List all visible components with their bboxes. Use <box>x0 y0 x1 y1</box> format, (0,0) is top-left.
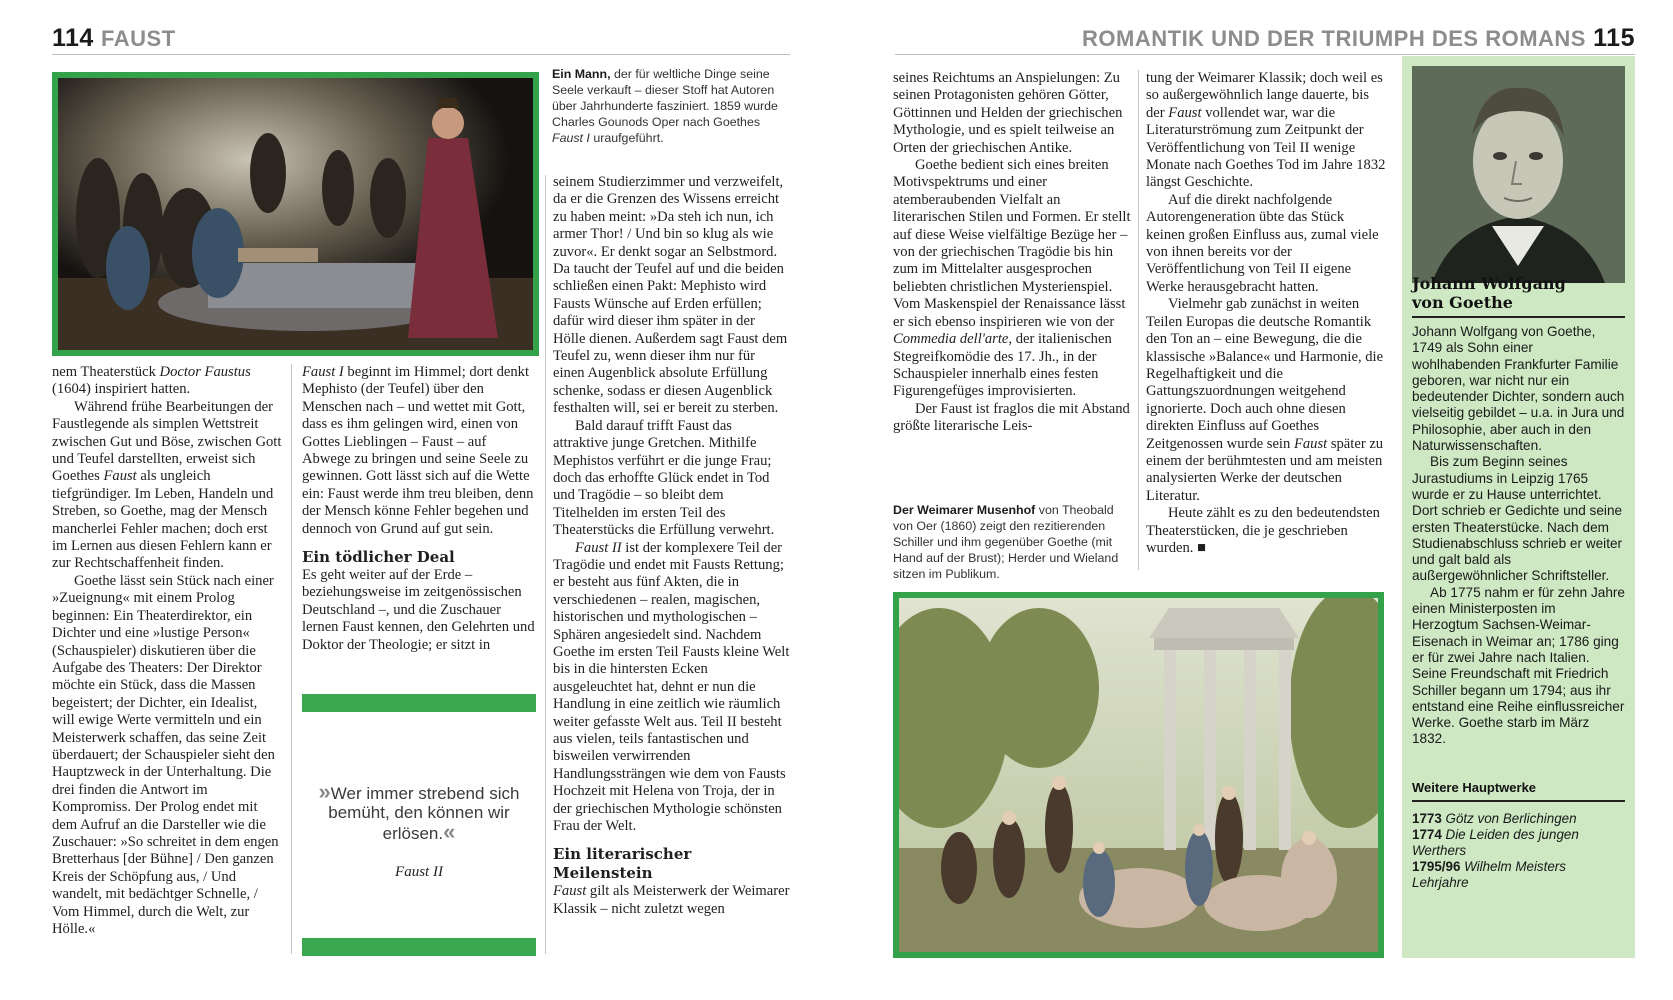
works-rule <box>1412 800 1625 802</box>
column-divider-3 <box>1138 70 1139 570</box>
caption-musenhof-text: von Theobald von Oer (1860) zeigt den rezitierenden Schiller und ihm gegenüber Goethe (mit Hand auf der Brust); Herder und Wieland sitzen im Publikum. <box>893 503 1119 581</box>
col5-p3: Vielmehr gab zunächst in weiten Teilen Europas die deutsche Romantik den Ton an – eine Bewegung, die die klassische »Balance« und Harmonie, die Regelhaftigkeit und die Gattungszuordnungen weitgehend ignorierte. Doch auch ohne diesen direkten Einfluss auf Goethes Zeitgenossen wurde sein <box>1146 296 1384 452</box>
running-title-right: ROMANTIK UND DER TRIUMPH DES ROMANS <box>1082 26 1586 51</box>
works-item-3-title: Wilhelm Meisters Lehrjahre <box>1412 859 1566 890</box>
sidebar-goethe <box>1402 56 1635 958</box>
pull-quote <box>312 779 526 882</box>
stage-scene-illustration <box>58 78 533 350</box>
sidebar-bio-p2: Bis zum Beginn seines Jurastudiums in Leipzig 1765 wurde er zu Hause unterrichtet. Dort schrieb er Gedichte und seine ersten Theaterstücke. Nach dem Studienabschluss schrieb er weiter und galt bald als außergewöhnlicher Schriftsteller. <box>1412 454 1623 584</box>
col2-p2: Es geht weiter auf der Erde – beziehungsweise im zeitgenössischen Deutschland –, und die Zuschauer lernen Faust kennen, den Gelehrten und Doktor der Theologie; er sitzt in <box>302 567 535 653</box>
column-5 <box>1146 70 1386 557</box>
column-divider-2 <box>545 175 546 954</box>
musenhof-illustration <box>899 598 1378 952</box>
works-item-1 <box>1412 811 1625 827</box>
col5-p1-work: Faust <box>1168 104 1202 121</box>
caption-opera-line-5: nach Goethes <box>682 115 761 129</box>
col4-p1: seines Reichtums an Anspielungen: Zu seinen Protagonisten gehören Götter, Göttinnen und Helden der griechischen Mythologie, und es spielt teilweise an Orten der griechischen Antike. <box>893 70 1123 156</box>
quote-bar-bottom <box>302 938 536 956</box>
page-number-left: 114 <box>52 24 94 52</box>
works-item-3-year: 1795/96 <box>1412 859 1461 874</box>
col4-p2-work: Commedia dell'arte <box>893 331 1009 348</box>
col3-p3-work: Faust II <box>575 539 622 556</box>
caption-opera <box>552 66 784 146</box>
col2-p1: beginnt im Himmel; dort denkt Mephisto (der Teufel) über den Menschen nach – und wettet mit Gott, dass es ihm gelingen wird, einen von Gottes Lieblingen – Faust – auf Abwege zu bringen und seine Seele zu gewinnen. Gott lässt sich auf die Wette ein: Faust werde ihm treu bleiben, denn der Mensch könne Fehler begehen und dennoch von Grund auf gut sein. <box>302 364 534 537</box>
quote-text: Wer immer strebend sich bemüht, den können wir erlösen. <box>328 784 520 843</box>
col4-p3: Der Faust ist fraglos die mit Abstand größte literarische Leis- <box>893 400 1130 435</box>
col3-p4: gilt als Meisterwerk der Weimarer Klassik – nicht zuletzt wegen <box>553 883 790 917</box>
quote-close-mark: « <box>443 819 456 844</box>
col2-p1-work: Faust I <box>302 364 344 380</box>
col1-p2-rest: als ungleich tiefgründiger. Im Leben, Handeln und Streben, so Goethe, mag der Mensch mancherlei Fehler machen; doch erst im Lernen aus diesen Fehlern kann er zur Rechtschaffenheit finden. <box>52 468 274 572</box>
caption-opera-work: Faust I <box>552 131 590 145</box>
goethe-portrait <box>1412 66 1625 283</box>
col1-p2: Während frühe Bearbeitungen der Faustlegende als simplen Wettstreit zwischen Gut und Böse, zwischen Gott und Teufel darstellten, erweist sich Goethes <box>52 398 282 485</box>
caption-musenhof-lead: Der Weimarer Musenhof <box>893 503 1036 517</box>
col3-p4-work: Faust <box>553 883 587 900</box>
caption-opera-line-4: 1859 wurde Charles Gounods Oper <box>552 99 778 129</box>
col3-p2: Bald darauf trifft Faust das attraktive junge Gretchen. Mithilfe Mephistos verführt er die junge Frau; doch das erhoffte Glück endet in Tod und Tragödie – so bleibt dem Titelhelden im ersten Teil des Theaterstücks die Erfüllung verwehrt. <box>553 417 775 539</box>
works-item-2-year: 1774 <box>1412 827 1442 842</box>
sidebar-bio <box>1412 324 1625 748</box>
col1-p1-start: nem Theaterstück <box>52 364 160 380</box>
caption-opera-tail: uraufgeführt. <box>589 131 664 145</box>
header-rule-right <box>895 54 1635 55</box>
col1-p2-work: Faust <box>103 468 137 485</box>
photo-stage-scene <box>52 72 539 356</box>
heading-literarischer-meilenstein: Ein literarischer Meilenstein <box>553 845 692 883</box>
quote-source: Faust II <box>395 864 443 880</box>
quote-open-mark: » <box>318 779 331 804</box>
column-3 <box>553 174 790 918</box>
caption-opera-line-3: Autoren über Jahrhunderte fasziniert. <box>552 83 775 113</box>
heading-toedlicher-deal: Ein tödlicher Deal <box>302 548 455 567</box>
col3-p3: ist der komplexere Teil der Tragödie und endet mit Fausts Rettung; er besteht aus fünf Akten, die in verschiedenen – realen, magischen, historischen und mythologischen – Sphären angesiedelt sind. Nachdem Goethe im ersten Teil Fausts kleine Welt bis in die hintersten Ecken ausgeleuchtet hat, dehnt er nun die Handlung in eine zeitlich wie räumlich weiter gefasste Welt aus. Teil II besteht aus vielen, teils fantastischen und bisweilen verwirrenden Handlungssträngen wie dem von Fausts Hochzeit mit Helena von Troja, der in der griechischen Mythologie schönsten Frau der Welt. <box>553 539 790 835</box>
header-rule-left <box>52 54 790 55</box>
column-4 <box>893 70 1131 436</box>
column-1 <box>52 364 282 938</box>
works-heading: Weitere Hauptwerke <box>1412 780 1537 795</box>
works-item-2-title: Die Leiden des jungen Werthers <box>1412 827 1579 858</box>
col5-p3-work: Faust <box>1293 435 1328 452</box>
column-divider-1 <box>291 364 292 954</box>
works-item-3 <box>1412 859 1625 891</box>
col1-p1-rest: (1604) inspiriert hatten. <box>52 381 191 398</box>
header-right <box>1082 24 1635 53</box>
col3-p1: seinem Studierzimmer und verzweifelt, da er die Grenzen des Wissens erreicht zu haben meint: »Da steh ich nun, ich armer Thor! / Und bin so klug als wie zuvor«. Er denkt sogar an Selbstmord. Da taucht der Teufel auf und die beiden schließen einen Pakt: Mephisto wird Fausts Wünsche auf Erden erfüllen; dafür wird dieser ihm später in der Hölle dienen. Außerdem sagt Faust dem Teufel zu, wenn dieser ihm nur für einen Augenblick absolute Erfüllung schenke, sodass er diesen Augenblick festhalten will, sei er bereit zu sterben. <box>553 174 788 417</box>
works-item-1-title: Götz von Berlichingen <box>1445 811 1577 826</box>
works-item-2 <box>1412 827 1625 859</box>
running-title-left: FAUST <box>101 26 176 51</box>
col1-p1-work: Doctor Faustus <box>159 364 251 380</box>
col1-p3: Goethe lässt sein Stück nach einer »Zueignung« mit einem Prolog beginnen: Ein Theaterdirektor, ein Dichter und eine »lustige Person« (Schauspieler) diskutieren über die Aufgabe des Theaters: Der Direktor möchte ein Stück, dass die Massen begeistert; der Dichter, ein Idealist, will ewige Werte vermitteln und ein Meisterwerk schaffen, das seine Zeit überdauert; der Schauspieler sieht den Hauptzweck in der Unterhaltung. Die drei finden die Antwort im Kompromiss. Der Prolog endet mit dem Aufruf an die Darsteller wie die Zuschauer: »So schreitet in dem engen Bretterhaus [der Bühne] / Den ganzen Kreis der Schöpfung aus, / Und wandelt, mit bedächtger Schnelle, / Vom Himmel, durch die Welt, zur Hölle.« <box>52 572 279 937</box>
page-number-right: 115 <box>1593 24 1635 52</box>
caption-opera-lead: Ein Mann, <box>552 67 611 81</box>
sidebar-works <box>1412 780 1625 891</box>
sidebar-title-rule <box>1412 316 1625 318</box>
col4-p2-rest: , der italienischen Stegreifkomödie des 17. Jh., in der Schauspieler innerhalb eines festen Figurengefüges improvisierten. <box>893 331 1112 400</box>
column-2 <box>302 364 536 654</box>
col5-p3-rest: später zu einem der berühmtesten und am meisten analysierten Werke der deutschen Literatur. <box>1146 435 1384 504</box>
col5-p4: Heute zählt es zu den bedeutendsten Theaterstücken, die je geschrieben wurden. ■ <box>1146 505 1380 556</box>
sidebar-name-line-2: von Goethe <box>1412 293 1513 312</box>
caption-musenhof <box>893 502 1131 582</box>
goethe-portrait-illustration <box>1412 66 1625 283</box>
sidebar-header <box>1412 274 1625 318</box>
sidebar-name-line-1: Johann Wolfgang <box>1412 274 1566 293</box>
painting-weimarer-musenhof <box>893 592 1384 958</box>
caption-opera-line-2: seine Seele verkauft – dieser Stoff hat <box>552 67 770 97</box>
sidebar-bio-p1: Johann Wolfgang von Goethe, 1749 als Sohn einer wohlhabenden Frankfurter Familie geboren, war nicht nur ein bedeutender Dichter, sondern auch vielseitig gebildet – u.a. in Jura und Philosophie, aber auch in den Naturwissenschaften. <box>1412 324 1625 454</box>
sidebar-bio-p3: Ab 1775 nahm er für zehn Jahre einen Ministerposten im Herzogtum Sachsen-Weimar-Eisenach in Weimar an; 1786 ging er für zwei Jahre nach Italien. Seine Freundschaft mit Friedrich Schiller begann um 1794; aus ihr entstand eine Reihe einflussreicher Werke. Goethe starb im März 1832. <box>1412 584 1625 747</box>
col5-p1: tung der Weimarer Klassik; doch weil es so außergewöhnlich lange dauerte, bis der <box>1146 70 1383 121</box>
col5-p1-rest: vollendet war, war die Literaturströmung zum Zeitpunkt der Veröffentlichung von Teil II wenige Monate nach Goethes Tod im Jahre 1832 längst Geschichte. <box>1146 104 1386 191</box>
caption-opera-line-1: der für weltliche Dinge <box>613 67 737 81</box>
header-left <box>52 24 176 53</box>
works-item-1-year: 1773 <box>1412 811 1442 826</box>
quote-bar-top <box>302 694 536 712</box>
col5-p2: Auf die direkt nachfolgende Autorengeneration übte das Stück keinen großen Einfluss aus, zumal viele von ihnen bereits vor der Veröffentlichung von Teil II eigene Werke herausgebracht hatten. <box>1146 191 1379 295</box>
col4-p2: Goethe bedient sich eines breiten Motivspektrums und einer atemberaubenden Vielfalt an literarischen Stilen und Formen. Er stellt auf diese Weise vielfältige Bezüge her – von der griechischen Tragödie bis hin zum im Mittelalter ausgesprochen beliebten christlichen Mysterienspiel. Vom Maskenspiel der Renaissance lässt er sich ebenso inspirieren wie von der <box>893 157 1131 330</box>
